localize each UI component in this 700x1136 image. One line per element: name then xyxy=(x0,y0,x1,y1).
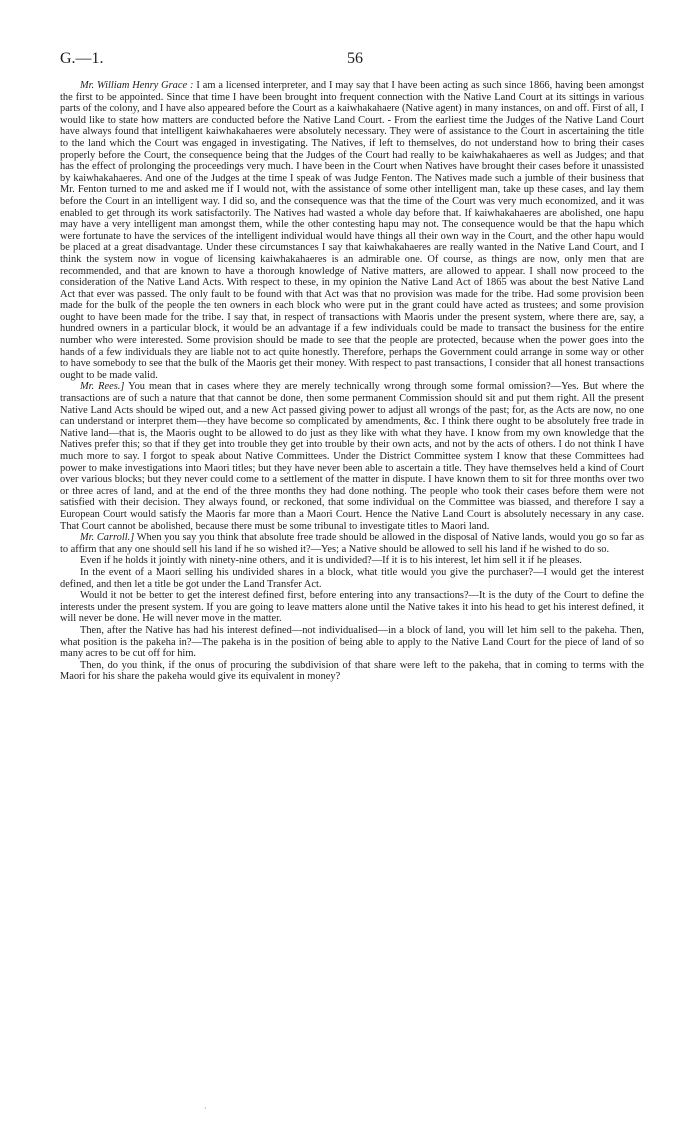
document-body xyxy=(60,80,644,683)
paragraph-text: When you say you think that absolute free trade should be allowed in the disposal of Native lands, would you go so far as to affirm that any one should sell his land if he so wished it?—Yes; a Native should be allowed to sell his land if he wished to do so. xyxy=(60,532,644,555)
paragraph xyxy=(60,567,644,590)
paragraph-text: Then, after the Native has had his interest defined—not individualised—in a block of land, you will let him sell to the pakeha. Then, what position is the pakeha in?—The pakeha is in the position of being able to apply to the Native Land Court for the piece of land of so many acres to be cut off for him. xyxy=(60,624,644,660)
page-header xyxy=(60,50,650,70)
speaker-label: Mr. Carroll.] xyxy=(80,532,135,544)
paragraph-text: Even if he holds it jointly with ninety-nine others, and it is undivided?—If it is to his interest, let him sell it if he pleases. xyxy=(80,555,582,567)
document-reference: G.—1. xyxy=(60,50,104,67)
paragraph-text: In the event of a Maori selling his undivided shares in a block, what title would you give the purchaser?—I would get the interest defined, and then let a title be got under the Land Transfer Act. xyxy=(60,566,644,590)
paragraph xyxy=(60,80,644,381)
paragraph-text: I am a licensed interpreter, and I may say that I have been acting as such since 1866, having been amongst the first to be appointed. Since that time I have been brought into frequent connection with the Native Land Court at its sittings in various parts of the colony, and I have also appeared before the Court as a kaiwhakahaere (Native agent) in many instances, on and off. First of all, I would like to state how matters are conducted before the Native Land Court. - From the earliest time the Judges of the Native Land Court have always found that intelligent kaiwhakahaeres were absolutely necessary. They were of assistance to the Court in ascertaining the title to the land which the Court was engaged in investigating. The Natives, if left to themselves, do not understand how to bring their cases properly before the Court, the consequence being that the Judges of the Court had really to be kaiwhakahaeres as well as Judges; and that has the effect of prolonging the proceedings very much. I have been in the Court when Natives have brought their cases before it unassisted by kaiwhakahaeres. And one of the Judges at the time I speak of was Judge Fenton. The Natives made such a jumble of their business that Mr. Fenton turned to me and asked me if I would not, with the assistance of some other intelligent man, take up these cases, and lay them before the Court in an intelligent way. I did so, and the consequence was that the time of the Court was very much economized, and it was enabled to get through its work satisfactorily. The Natives had wasted a whole day before that. If kaiwhakahaeres are abolished, one hapu may have a very intelligent man amongst them, while the other contesting hapu may not. The consequence would be that the hapu which were fortunate to have the services of the intelligent individual would have things all their own way in the Court, and the other hapu would be placed at a great disadvantage. Under these circumstances I say that kaiwhakahaeres are really wanted in the Native Land Court, and I think the system now in vogue of licensing kaiwhakahaeres is an admirable one. Of course, as things are now, only men that are recommended, and that are known to have a thorough knowledge of Native matters, are allowed to appear. I shall now proceed to the consideration of the Native Land Acts. With respect to these, in my opinion the Native Land Act of 1865 was about the best Native Land Act that ever was passed. The only fault to be found with that Act was that no provision was made for the tribe. Had some provision been made for the bulk of the people the ten owners in each block who were put in the grant could have acted as trustees; and some provision ought to have been made for the tribe. I say that, in respect of transactions with Maoris under the present system, where there are, say, a hundred owners in a particular block, it would be an advantage if a few individuals could be made to transact the business for the entire number who were interested. Some provision should be made to see that the people are protected, because when the power goes into the hands of a few individuals they are liable not to act quite honestly. Therefore, perhaps the Government could arrange in some way or other to have somebody to see that the bulk of the Maoris get their money. With respect to past transactions, I consider that all honest transactions ought to be made valid. xyxy=(60,80,644,381)
paragraph-text: Then, do you think, if the onus of procuring the subdivision of that share were left to the pakeha, that in coming to terms with the Maori for his share the pakeha would give its equivalent in money? xyxy=(60,659,644,683)
page-number: 56 xyxy=(347,50,363,67)
paragraph xyxy=(60,590,644,625)
paragraph xyxy=(60,660,644,683)
speaker-label: Mr. Rees.] xyxy=(80,381,125,393)
paragraph-text: You mean that in cases where they are merely technically wrong through some formal omission?—Yes. But where the transactions are of such a nature that that cannot be done, then some permanent Commission should sit and put them right. All the present Native Land Acts should be wiped out, and a new Act passed giving power to adjust all wrongs of the past; for, as the Acts are now, no one can understand or interpret them—they have become so complicated by amendments, &c. I think there ought to be absolutely free trade in Native land—that is, the Maoris ought to be allowed to do just as they like with what they have. I know from my own knowledge that the Natives prefer this; so that if they get into trouble they get into trouble by their own acts, and not by the acts of others. I do not think I have much more to say. I forgot to speak about Native Committees. Under the District Committee system I know that these Committees had power to make investigations into Maori titles; but they have never been able to ascertain a title. They have themselves held a kind of Court over various blocks; but they never could come to a settlement of the matter in dispute. I have known them to sit for three months over two or three acres of land, and at the end of the three months they had done nothing. The people who took their cases before them were not satisfied with their decision. They always found, or reckoned, that some individual on the Committee was biassed, and therefore I say a European Court would satisfy the Maoris far more than a Maori Court. Hence the Native Land Court is absolutely necessary in any case. That Court cannot be abolished, because there must be some tribunal to investigate titles to Maori land. xyxy=(60,381,644,532)
paragraph xyxy=(60,532,644,555)
paragraph xyxy=(60,555,644,567)
speaker-label: Mr. William Henry Grace : xyxy=(80,80,194,91)
paragraph-text: Would it not be better to get the interest defined first, before entering into any transactions?—It is the duty of the Court to define the interests under the present system. If you are going to leave matters alone until the Native takes it into his head to get his interest defined, it will never be done. He will never move in the matter. xyxy=(60,590,644,625)
paragraph xyxy=(60,625,644,660)
footer-mark: · xyxy=(204,1104,207,1113)
paragraph xyxy=(60,381,644,532)
